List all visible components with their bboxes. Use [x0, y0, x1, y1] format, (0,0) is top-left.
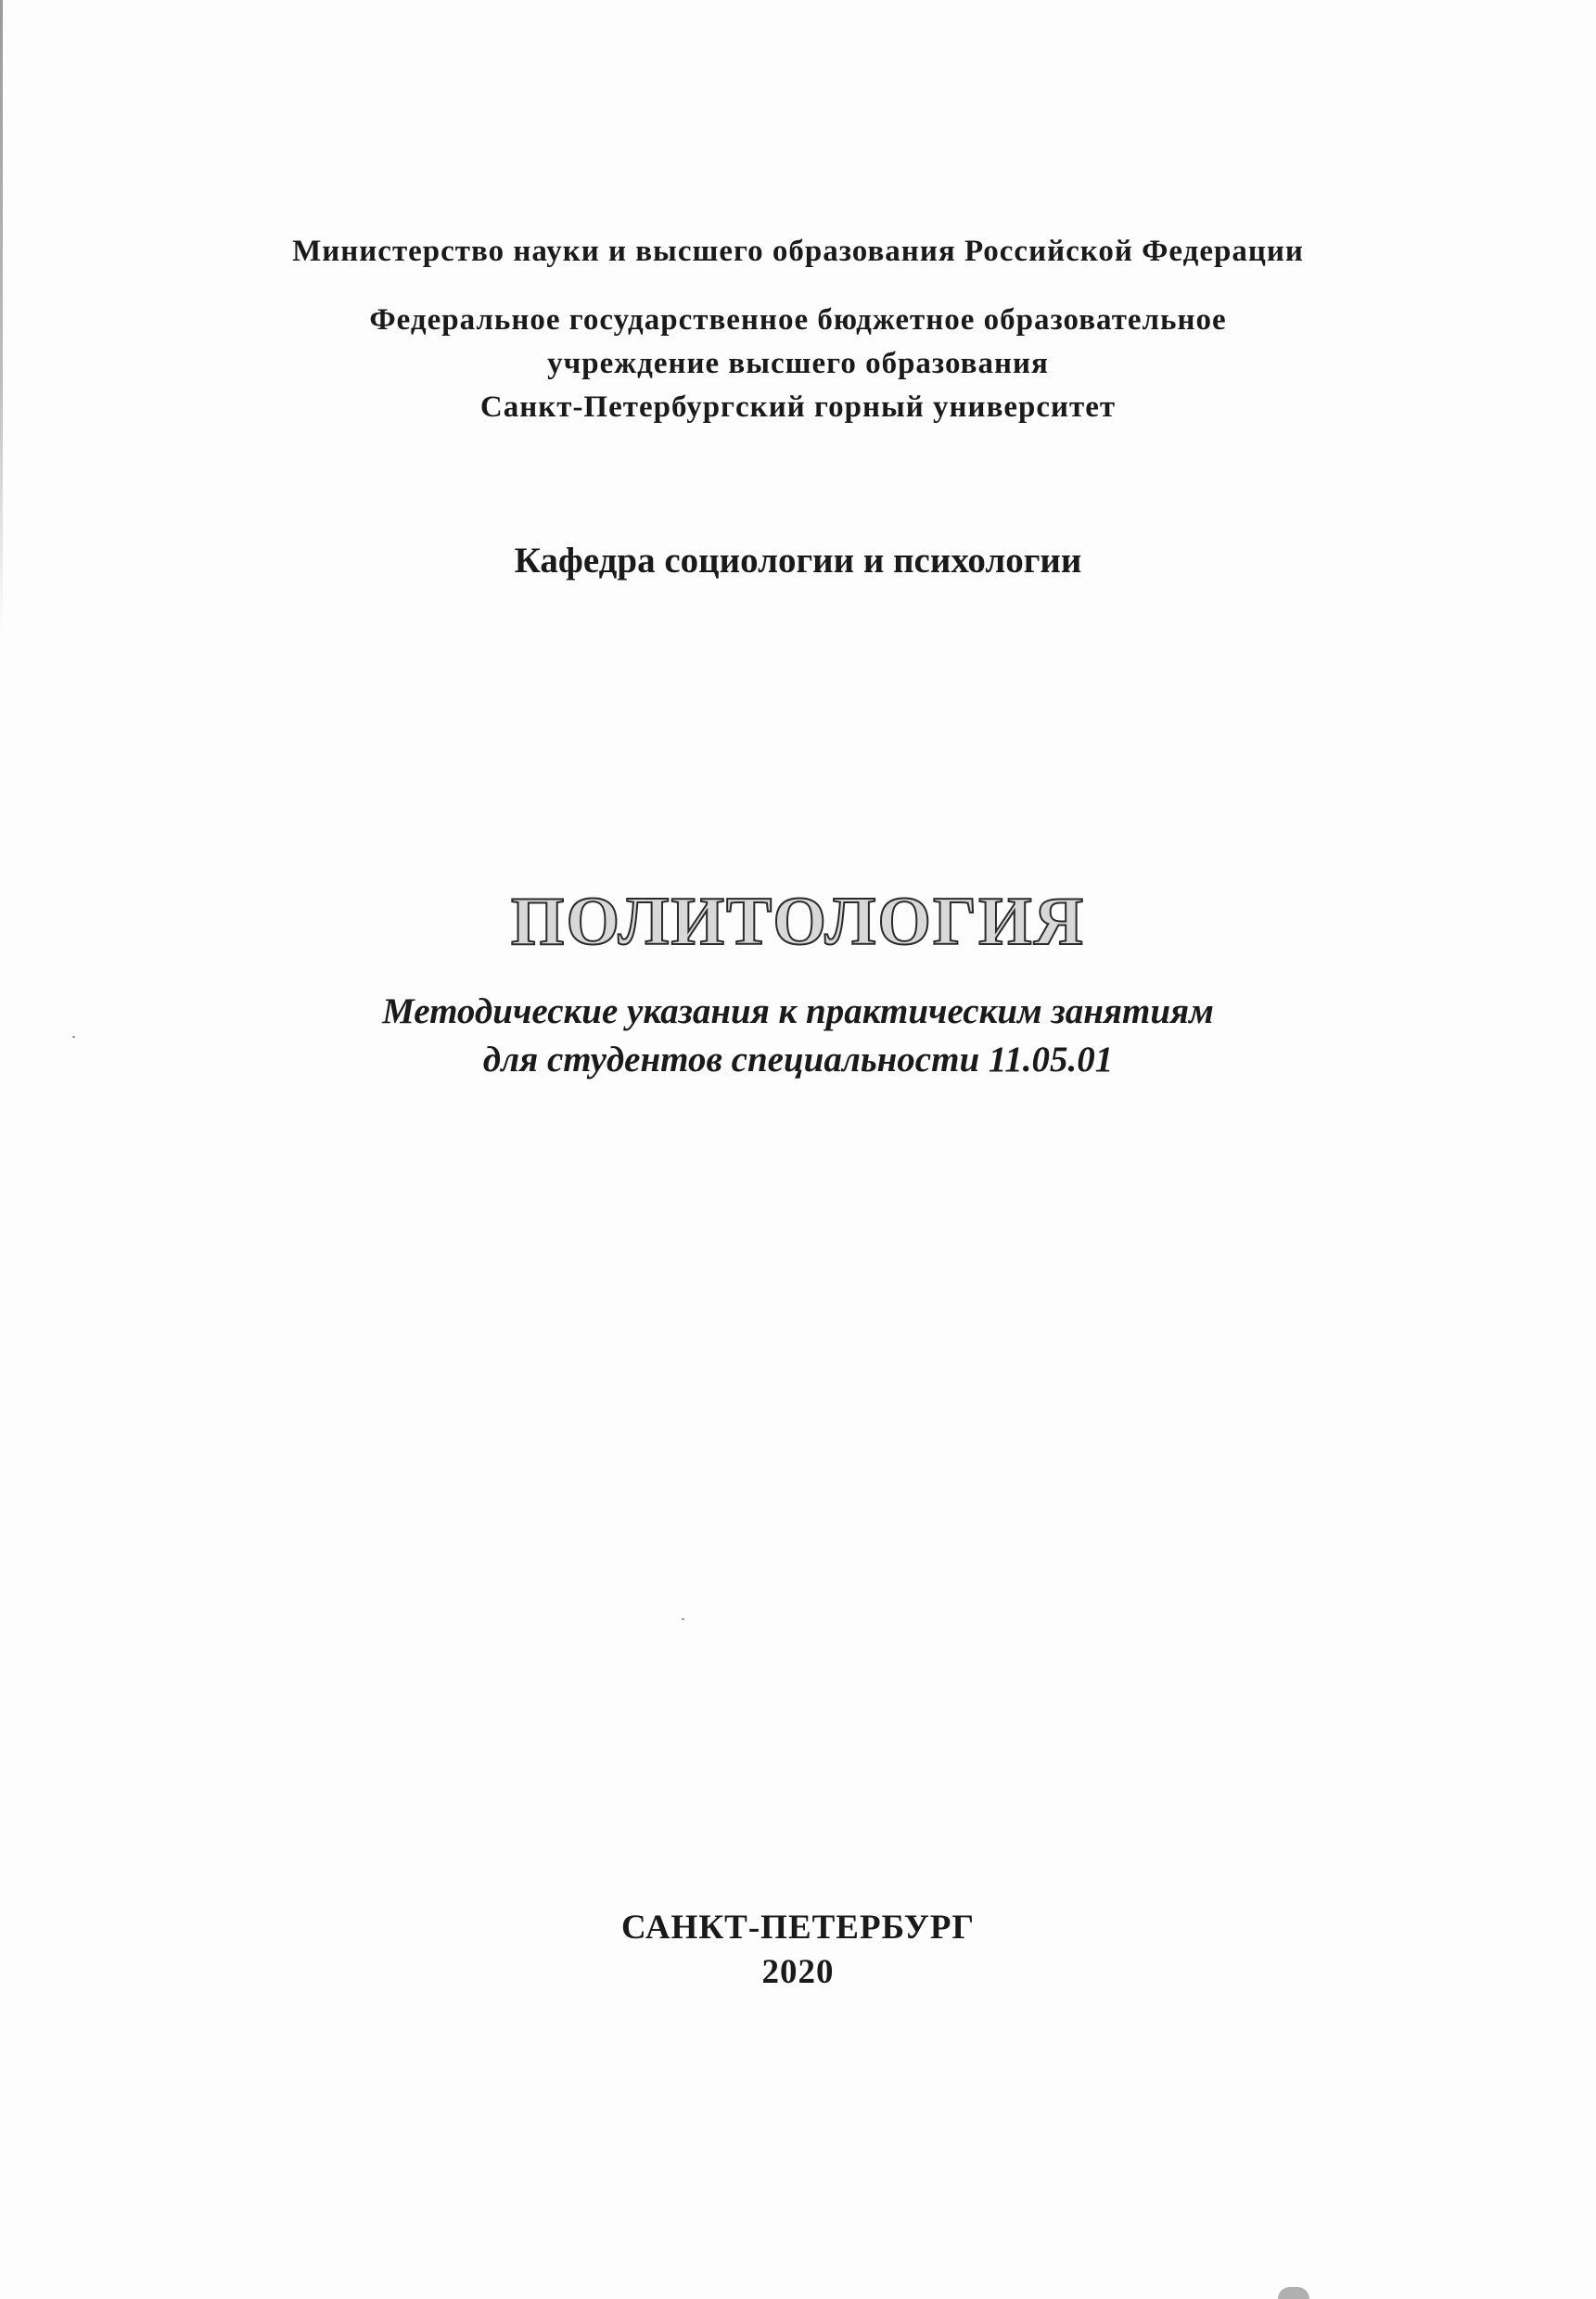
scan-speck: [682, 1618, 684, 1620]
subtitle-line-1: Методические указания к практическим занятиям: [382, 991, 1214, 1031]
publication-year: 2020: [761, 1953, 835, 1991]
institution-line-3: Санкт-Петербургский горный университет: [479, 390, 1117, 424]
scan-corner-mark: [1278, 2287, 1309, 2299]
subtitle-line-2: для студентов специальности 11.05.01: [482, 1040, 1114, 1079]
department-name: Кафедра социологии и психологии: [514, 541, 1082, 581]
institution-block: [0, 299, 1596, 429]
institution-line-1: Федеральное государственное бюджетное образовательное: [369, 303, 1227, 337]
scan-speck: [72, 1036, 75, 1038]
publication-city: САНКТ-ПЕТЕРБУРГ: [620, 1909, 976, 1947]
institution-line-2: учреждение высшего образования: [547, 347, 1049, 380]
ministry-heading: Министерство науки и высшего образования Российской Федерации: [292, 235, 1304, 268]
subtitle-block: [0, 988, 1596, 1084]
document-title: ПОЛИТОЛОГИЯ: [510, 884, 1086, 960]
